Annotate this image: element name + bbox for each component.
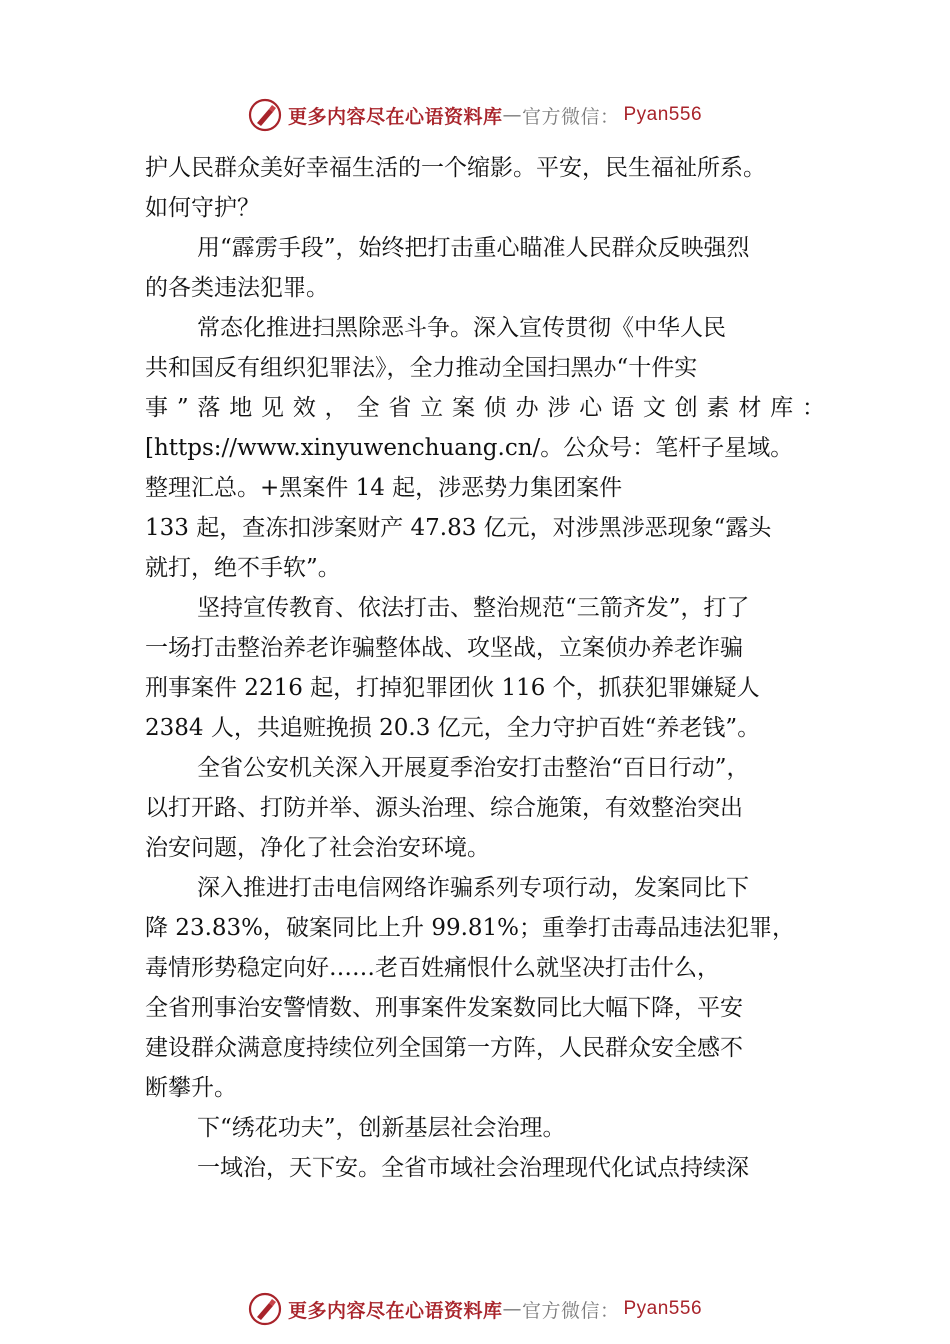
logo-pen-icon bbox=[248, 98, 282, 132]
text-line: 断攀升。 bbox=[145, 1075, 237, 1101]
text-line: 的各类违法犯罪。 bbox=[145, 275, 329, 301]
text-line: 全省公安机关深入开展夏季治安打击整治“百日行动”， bbox=[197, 755, 750, 781]
text-line: 全省刑事治安警情数、刑事案件发案数同比大幅下降，平安 bbox=[145, 995, 743, 1021]
text-line: 2384 人，共追赃挽损 20.3 亿元，全力守护百姓“养老钱”。 bbox=[145, 715, 761, 741]
header-brand-text: 更多内容尽在心语资料库 bbox=[287, 105, 503, 128]
footer-separator: — bbox=[502, 1298, 522, 1320]
text-line: 用“霹雳手段”，始终把打击重心瞄准人民群众反映强烈 bbox=[197, 235, 750, 261]
text-line: 常态化推进扫黑除恶斗争。深入宣传贯彻《中华人民 bbox=[197, 315, 726, 341]
footer-wechat-label: 官方微信： bbox=[521, 1299, 620, 1322]
text-line: 133 起，查冻扣涉案财产 47.83 亿元，对涉黑涉恶现象“露头 bbox=[145, 515, 772, 541]
text-line: 坚持宣传教育、依法打击、整治规范“三箭齐发”，打了 bbox=[197, 595, 750, 621]
header-wechat-label: 官方微信： bbox=[521, 105, 620, 128]
text-line: [https://www.xinyuwenchuang.cn/。公众号：笔杆子星域。 bbox=[145, 435, 794, 461]
text-line: 事”落地见效，全省立案侦办涉心语文创素材库： bbox=[145, 395, 825, 421]
text-line: 以打开路、打防并举、源头治理、综合施策，有效整治突出 bbox=[145, 795, 743, 821]
footer-wechat-id: Pyan556 bbox=[623, 1298, 703, 1319]
text-line: 建设群众满意度持续位列全国第一方阵，人民群众安全感不 bbox=[145, 1035, 743, 1061]
text-line: 一场打击整治养老诈骗整体战、攻坚战，立案侦办养老诈骗 bbox=[145, 635, 743, 661]
text-line: 下“绣花功夫”，创新基层社会治理。 bbox=[197, 1115, 566, 1141]
text-line: 刑事案件 2216 起，打掉犯罪团伙 116 个，抓获犯罪嫌疑人 bbox=[145, 675, 760, 701]
text-line: 治安问题，净化了社会治安环境。 bbox=[145, 835, 490, 861]
text-line: 毒情形势稳定向好……老百姓痛恨什么就坚决打击什么， bbox=[145, 955, 720, 981]
footer-brand-text: 更多内容尽在心语资料库 bbox=[287, 1299, 503, 1322]
footer-banner bbox=[0, 1289, 950, 1329]
header-separator: — bbox=[502, 104, 522, 126]
header-banner bbox=[0, 95, 950, 135]
text-line: 降 23.83%，破案同比上升 99.81%；重拳打击毒品违法犯罪， bbox=[145, 915, 796, 941]
document-body bbox=[145, 148, 825, 1188]
text-line: 护人民群众美好幸福生活的一个缩影。平安，民生福祉所系。 bbox=[145, 155, 766, 181]
text-line: 深入推进打击电信网络诈骗系列专项行动，发案同比下 bbox=[197, 875, 749, 901]
text-line: 一域治，天下安。全省市域社会治理现代化试点持续深 bbox=[197, 1155, 749, 1181]
text-line: 如何守护？ bbox=[145, 195, 260, 221]
text-line: 就打，绝不手软”。 bbox=[145, 555, 341, 581]
header-wechat-id: Pyan556 bbox=[623, 104, 703, 125]
text-line: 共和国反有组织犯罪法》，全力推动全国扫黑办“十件实 bbox=[145, 355, 698, 381]
logo-pen-icon bbox=[248, 1292, 282, 1326]
text-line: 整理汇总。+黑案件 14 起，涉恶势力集团案件 bbox=[145, 475, 623, 501]
